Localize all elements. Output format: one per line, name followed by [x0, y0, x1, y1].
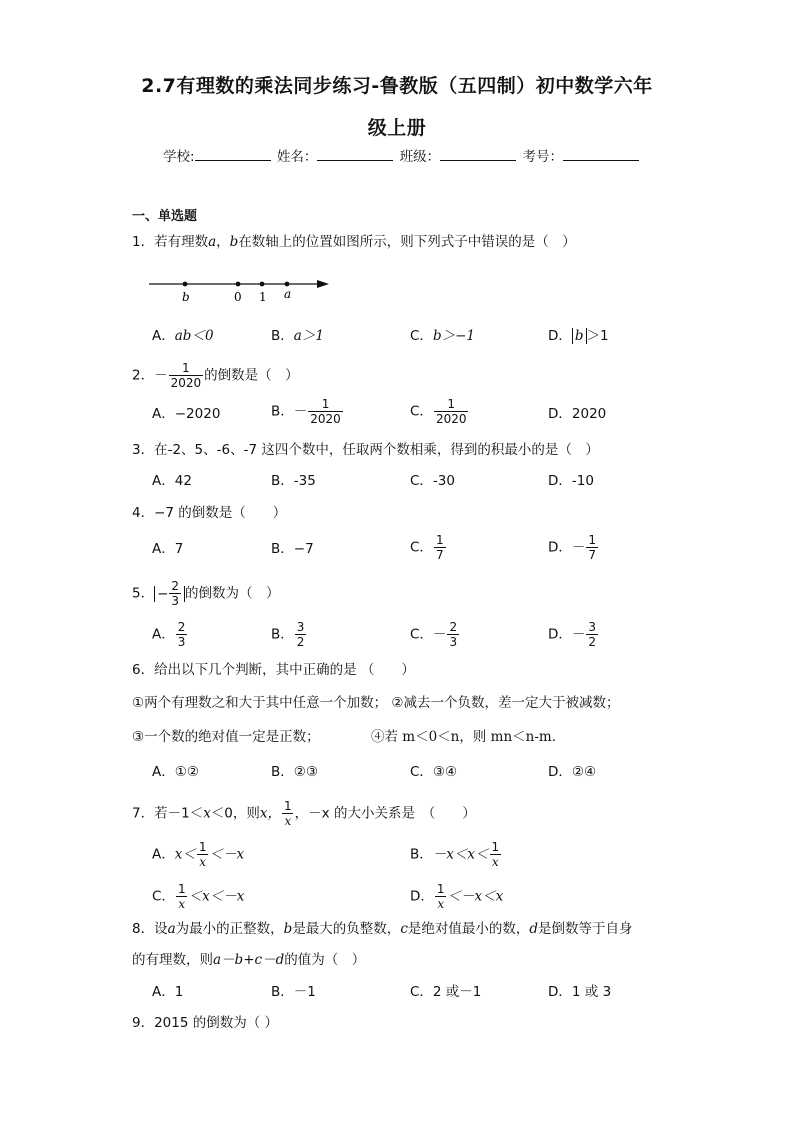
q5-abs: [154, 579, 185, 608]
q1-var-a: a: [208, 234, 217, 250]
frac-num: 1: [436, 882, 445, 896]
q8-var-a: a: [167, 921, 176, 937]
name-blank: [317, 146, 393, 161]
frac-num: 1: [447, 397, 456, 411]
option-label: C．: [410, 328, 433, 344]
q5-option-b[interactable]: [271, 620, 307, 649]
option-label: D．－: [548, 626, 586, 643]
q2-option-d[interactable]: D．2020: [548, 406, 607, 422]
option-fraction: [434, 533, 446, 562]
q6-statement-4: ④若 m＜0＜n，则 mn＜n-m．: [371, 729, 566, 745]
frac-num: 3: [588, 620, 597, 634]
class-blank: [440, 146, 516, 161]
q4-option-a[interactable]: A．7: [152, 541, 184, 557]
q8-expression: a－b+c－d: [213, 952, 285, 968]
q2-fraction: [169, 361, 204, 390]
q3-option-b[interactable]: B．-35: [271, 473, 316, 489]
frac-den: 2020: [310, 412, 341, 426]
option-expr-post: ＜－x＜x: [447, 888, 504, 905]
option-fraction: [586, 533, 598, 562]
q7-pre: 7．若－1＜: [132, 805, 204, 822]
q4-option-d[interactable]: [548, 533, 599, 562]
q5-post: 的倒数为（ ）: [185, 585, 280, 602]
option-label: C．: [152, 888, 175, 905]
q7-post: ，－x 的大小关系是 （ ）: [294, 805, 476, 822]
option-expr-post: ＜－x: [209, 846, 245, 863]
option-label: C．: [410, 403, 433, 420]
q7-mid: ＜0，则: [210, 805, 260, 822]
option-expr: b＞−1: [432, 328, 475, 344]
frac-num: 2: [449, 620, 458, 634]
option-label: B．: [271, 328, 294, 344]
frac-den: x: [491, 855, 499, 869]
option-label: D．: [548, 328, 572, 344]
student-info-line: [163, 145, 641, 165]
q2-post: 的倒数是（ ）: [204, 367, 299, 384]
number-blank: [563, 146, 639, 161]
frac-num: 1: [435, 533, 444, 547]
option-expr: a＞1: [293, 328, 324, 344]
option-fraction: [176, 620, 188, 649]
option-fraction: [435, 882, 447, 911]
number-line-label-0: 0: [234, 290, 242, 304]
name-label: 姓名：: [276, 149, 318, 165]
q6-option-b[interactable]: B．②③: [271, 764, 318, 780]
q5-option-d[interactable]: [548, 620, 599, 649]
q8-line2-post: 的值为（ ）: [284, 952, 366, 968]
option-expr-post: ＞1: [586, 328, 609, 344]
option-label: B．: [410, 846, 433, 863]
q4-option-b[interactable]: B．−7: [271, 541, 314, 557]
q5-num: 5．: [132, 585, 155, 602]
q7-fraction: [282, 799, 294, 828]
q2-num: 2．: [132, 367, 155, 384]
option-label: C．: [410, 539, 433, 556]
frac-den: 2020: [170, 376, 202, 390]
question-6: 6．给出以下几个判断，其中正确的是 （ ）: [132, 662, 415, 678]
q8-var-b: b: [283, 921, 293, 937]
frac-num: 2: [177, 620, 186, 634]
q8-text-3: 是绝对值最小的数，: [407, 921, 530, 937]
question-8-line-2: [132, 950, 365, 970]
q1-option-c[interactable]: [410, 326, 475, 346]
frac-den: 2: [296, 635, 305, 649]
option-label: B．: [271, 626, 294, 643]
option-fraction: [447, 620, 459, 649]
q6-option-a[interactable]: A．①②: [152, 764, 199, 780]
q7-option-d[interactable]: [410, 882, 503, 911]
question-9: 9．2015 的倒数为（ ）: [132, 1015, 279, 1031]
q5-fraction: [169, 579, 181, 608]
question-4: 4．−7 的倒数是（ ）: [132, 505, 287, 521]
page-title-line-1: 2.7有理数的乘法同步练习-鲁教版（五四制）初中数学六年: [141, 75, 653, 97]
frac-num: 3: [296, 620, 305, 634]
number-line-label-1: 1: [259, 290, 267, 304]
q8-option-a[interactable]: A．1: [152, 984, 184, 1000]
frac-den: 2020: [435, 412, 467, 426]
frac-num: 1: [321, 397, 330, 411]
frac-num: 2: [171, 579, 180, 593]
option-fraction: [308, 397, 343, 426]
option-label: D．－: [548, 539, 586, 556]
q6-option-d[interactable]: D．②④: [548, 764, 597, 780]
question-8-line-1: [132, 919, 633, 939]
q2-option-b[interactable]: [271, 397, 344, 426]
q8-option-c[interactable]: C．2 或－1: [410, 984, 482, 1000]
frac-num: 1: [198, 840, 207, 854]
question-2: [132, 361, 299, 390]
number-label: 考号：: [522, 149, 563, 165]
option-label: D．: [410, 888, 434, 905]
option-fraction: [490, 840, 502, 869]
q1-comma: ，: [216, 234, 230, 250]
q5-option-c[interactable]: [410, 620, 460, 649]
frac-num: 1: [491, 840, 500, 854]
q6-option-c[interactable]: C．③④: [410, 764, 458, 780]
q8-var-d: d: [529, 921, 539, 937]
question-7: [132, 799, 476, 828]
frac-den: 3: [171, 594, 180, 608]
q1-var-b: b: [229, 234, 239, 250]
q1-option-a[interactable]: [152, 326, 214, 346]
q8-option-b[interactable]: B．－1: [271, 984, 316, 1000]
q1-post: 在数轴上的位置如图所示，则下列式子中错误的是（ ）: [238, 234, 576, 250]
frac-den: 2: [588, 635, 597, 649]
option-expr-post: ＜x＜－x: [188, 888, 245, 905]
q2-option-c[interactable]: [410, 397, 469, 426]
option-expr: ab＜0: [174, 328, 214, 344]
question-5: [132, 579, 280, 608]
frac-den: x: [437, 897, 445, 911]
frac-num: 1: [182, 361, 190, 375]
option-fraction: [295, 620, 307, 649]
q1-option-b[interactable]: [271, 326, 324, 346]
q7-option-c[interactable]: [152, 882, 244, 911]
q3-option-a[interactable]: A．42: [152, 473, 192, 489]
q7-var-x: x: [203, 805, 211, 822]
option-expr-pre: x＜: [174, 846, 196, 863]
frac-den: 7: [588, 548, 597, 562]
q3-option-d[interactable]: D．-10: [548, 473, 594, 489]
q8-text-2: 是最大的负整数，: [292, 921, 401, 937]
q4-option-c[interactable]: [410, 533, 447, 562]
page-title-line-2: 级上册: [367, 117, 427, 139]
option-label: A．: [152, 328, 175, 344]
q6-statement-3: ③一个数的绝对值一定是正数；: [132, 729, 320, 745]
option-label: B．－: [271, 403, 308, 420]
q8-line2-pre: 的有理数，则: [132, 952, 213, 968]
frac-den: x: [178, 897, 186, 911]
question-3: 3．在-2、5、-6、-7 这四个数中，任取两个数相乘，得到的积最小的是（ ）: [132, 442, 599, 458]
q1-pre: 1．若有理数: [132, 234, 209, 250]
frac-den: 3: [177, 635, 186, 649]
q8-var-c: c: [400, 921, 408, 937]
school-label: 学校:: [163, 149, 195, 165]
q2-option-a[interactable]: A．−2020: [152, 406, 221, 422]
q5-option-a[interactable]: [152, 620, 188, 649]
option-label: A．: [152, 846, 175, 863]
q8-text-1: 为最小的正整数，: [175, 921, 284, 937]
option-label: C．－: [410, 626, 447, 643]
option-fraction: [586, 620, 598, 649]
class-label: 班级：: [399, 149, 441, 165]
q8-option-d[interactable]: D．1 或 3: [548, 984, 612, 1000]
q7-var-x2: x，: [259, 805, 282, 822]
frac-num: 1: [177, 882, 186, 896]
frac-den: x: [199, 855, 207, 869]
number-line-diagram: [145, 270, 335, 310]
number-line-label-b: b: [182, 290, 190, 304]
q7-option-b[interactable]: [410, 840, 502, 869]
q3-option-c[interactable]: C．-30: [410, 473, 455, 489]
q5-minus: −: [157, 585, 169, 602]
q7-option-a[interactable]: [152, 840, 244, 869]
school-blank: [195, 146, 271, 161]
number-line-label-a: a: [284, 287, 292, 301]
question-1: [132, 232, 576, 252]
frac-num: 1: [588, 533, 597, 547]
q2-minus: －: [154, 367, 168, 384]
option-label: A．: [152, 626, 175, 643]
frac-den: x: [284, 814, 292, 828]
option-fraction: [197, 840, 209, 869]
q6-statements-line-1: ①两个有理数之和大于其中任意一个加数； ②减去一个负数，差一定大于被减数；: [132, 695, 620, 711]
section-heading: 一、单选题: [132, 209, 198, 224]
option-expr-abs: b: [572, 328, 587, 344]
frac-num: 1: [284, 799, 292, 813]
option-expr-pre: －x＜x＜: [432, 846, 489, 863]
option-fraction: [434, 397, 469, 426]
option-fraction: [176, 882, 188, 911]
frac-den: 3: [449, 635, 458, 649]
q1-option-d[interactable]: [548, 326, 609, 346]
q8-pre: 8．设: [132, 921, 168, 937]
frac-den: 7: [435, 548, 444, 562]
q8-text-4: 是倒数等于自身: [538, 921, 633, 937]
